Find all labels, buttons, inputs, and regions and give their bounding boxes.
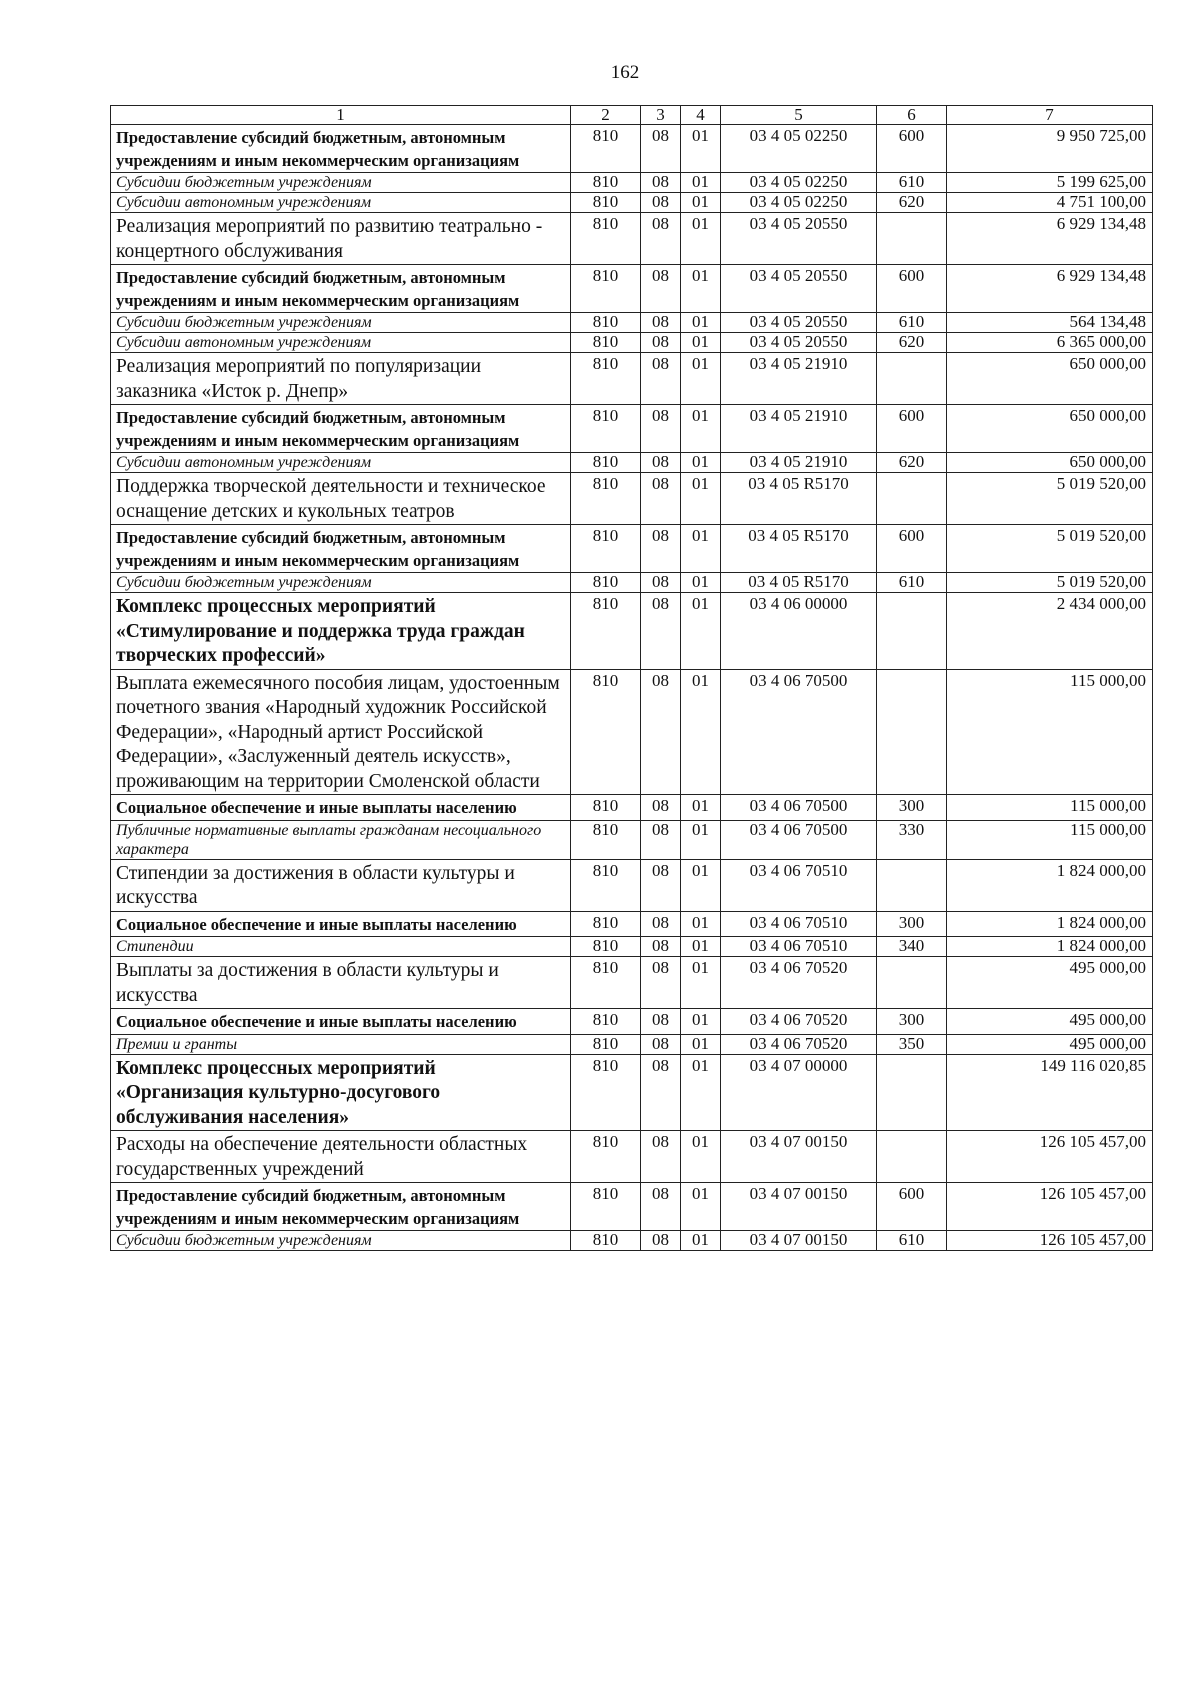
section-code-cell: 08	[641, 333, 681, 353]
section-code-cell: 08	[641, 1009, 681, 1035]
expense-type-cell	[877, 353, 947, 405]
row-name-cell: Предоставление субсидий бюджетным, автономным учреждениям и иным некоммерческим организациям	[111, 405, 571, 453]
expense-type-cell: 330	[877, 820, 947, 859]
section-code-cell: 08	[641, 525, 681, 573]
ministry-code-cell: 810	[571, 1009, 641, 1035]
ministry-code-cell: 810	[571, 859, 641, 911]
subsection-code-cell: 01	[681, 795, 721, 821]
row-name-cell: Предоставление субсидий бюджетным, автономным учреждениям и иным некоммерческим организациям	[111, 1183, 571, 1231]
ministry-code-cell: 810	[571, 1034, 641, 1054]
ministry-code-cell: 810	[571, 125, 641, 173]
target-article-cell: 03 4 06 70500	[721, 820, 877, 859]
row-name-cell: Публичные нормативные выплаты гражданам несоциального характера	[111, 820, 571, 859]
target-article-cell: 03 4 06 70520	[721, 1009, 877, 1035]
amount-cell: 2 434 000,00	[947, 593, 1153, 670]
expense-type-cell: 340	[877, 937, 947, 957]
ministry-code-cell: 810	[571, 313, 641, 333]
row-name-cell: Выплата ежемесячного пособия лицам, удостоенным почетного звания «Народный художник Российской Федерации», «Народный артист Российской Федерации», «Заслуженный деятель искусств», проживающим на территории Смоленской области	[111, 669, 571, 795]
expense-type-cell	[877, 593, 947, 670]
section-code-cell: 08	[641, 820, 681, 859]
amount-cell: 4 751 100,00	[947, 193, 1153, 213]
table-row	[111, 353, 1153, 405]
subsection-code-cell: 01	[681, 937, 721, 957]
subsection-code-cell: 01	[681, 125, 721, 173]
row-name-cell: Стипендии	[111, 937, 571, 957]
section-code-cell: 08	[641, 573, 681, 593]
section-code-cell: 08	[641, 911, 681, 937]
row-name-cell: Комплекс процессных мероприятий «Организация культурно-досугового обслуживания населения»	[111, 1054, 571, 1131]
ministry-code-cell: 810	[571, 353, 641, 405]
row-name-cell: Предоставление субсидий бюджетным, автономным учреждениям и иным некоммерческим организациям	[111, 265, 571, 313]
ministry-code-cell: 810	[571, 820, 641, 859]
ministry-code-cell: 810	[571, 265, 641, 313]
ministry-code-cell: 810	[571, 593, 641, 670]
table-row	[111, 859, 1153, 911]
ministry-code-cell: 810	[571, 333, 641, 353]
section-code-cell: 08	[641, 1131, 681, 1183]
section-code-cell: 08	[641, 1231, 681, 1251]
expense-type-cell: 610	[877, 173, 947, 193]
column-header: 1	[111, 106, 571, 125]
target-article-cell: 03 4 05 20550	[721, 313, 877, 333]
subsection-code-cell: 01	[681, 353, 721, 405]
expense-type-cell: 300	[877, 795, 947, 821]
target-article-cell: 03 4 05 20550	[721, 213, 877, 265]
target-article-cell: 03 4 05 20550	[721, 333, 877, 353]
target-article-cell: 03 4 05 21910	[721, 405, 877, 453]
ministry-code-cell: 810	[571, 937, 641, 957]
target-article-cell: 03 4 05 02250	[721, 125, 877, 173]
column-header: 5	[721, 106, 877, 125]
row-name-cell: Субсидии автономным учреждениям	[111, 453, 571, 473]
section-code-cell: 08	[641, 957, 681, 1009]
subsection-code-cell: 01	[681, 213, 721, 265]
expense-type-cell: 620	[877, 453, 947, 473]
table-row	[111, 193, 1153, 213]
table-row	[111, 213, 1153, 265]
table-row	[111, 453, 1153, 473]
row-name-cell: Комплекс процессных мероприятий «Стимулирование и поддержка труда граждан творческих профессий»	[111, 593, 571, 670]
subsection-code-cell: 01	[681, 573, 721, 593]
target-article-cell: 03 4 06 70510	[721, 937, 877, 957]
column-header: 7	[947, 106, 1153, 125]
row-name-cell: Предоставление субсидий бюджетным, автономным учреждениям и иным некоммерческим организациям	[111, 525, 571, 573]
subsection-code-cell: 01	[681, 1034, 721, 1054]
row-name-cell: Субсидии бюджетным учреждениям	[111, 573, 571, 593]
subsection-code-cell: 01	[681, 173, 721, 193]
amount-cell: 5 019 520,00	[947, 473, 1153, 525]
expense-type-cell: 600	[877, 525, 947, 573]
table-row	[111, 1054, 1153, 1131]
table-row	[111, 525, 1153, 573]
target-article-cell: 03 4 07 00150	[721, 1231, 877, 1251]
subsection-code-cell: 01	[681, 859, 721, 911]
target-article-cell: 03 4 07 00000	[721, 1054, 877, 1131]
row-name-cell: Стипендии за достижения в области культуры и искусства	[111, 859, 571, 911]
expense-type-cell	[877, 859, 947, 911]
section-code-cell: 08	[641, 669, 681, 795]
target-article-cell: 03 4 05 02250	[721, 173, 877, 193]
section-code-cell: 08	[641, 795, 681, 821]
row-name-cell: Реализация мероприятий по развитию театрально - концертного обслуживания	[111, 213, 571, 265]
section-code-cell: 08	[641, 593, 681, 670]
column-header: 2	[571, 106, 641, 125]
expense-type-cell: 300	[877, 1009, 947, 1035]
expense-type-cell	[877, 957, 947, 1009]
target-article-cell: 03 4 06 70500	[721, 795, 877, 821]
amount-cell: 9 950 725,00	[947, 125, 1153, 173]
table-row	[111, 911, 1153, 937]
subsection-code-cell: 01	[681, 911, 721, 937]
ministry-code-cell: 810	[571, 1183, 641, 1231]
ministry-code-cell: 810	[571, 405, 641, 453]
subsection-code-cell: 01	[681, 193, 721, 213]
subsection-code-cell: 01	[681, 1009, 721, 1035]
ministry-code-cell: 810	[571, 1054, 641, 1131]
row-name-cell: Реализация мероприятий по популяризации заказника «Исток р. Днепр»	[111, 353, 571, 405]
expense-type-cell: 600	[877, 265, 947, 313]
table-row	[111, 1009, 1153, 1035]
row-name-cell: Социальное обеспечение и иные выплаты населению	[111, 795, 571, 821]
amount-cell: 650 000,00	[947, 353, 1153, 405]
amount-cell: 115 000,00	[947, 795, 1153, 821]
section-code-cell: 08	[641, 859, 681, 911]
amount-cell: 126 105 457,00	[947, 1131, 1153, 1183]
subsection-code-cell: 01	[681, 265, 721, 313]
expense-type-cell	[877, 213, 947, 265]
amount-cell: 1 824 000,00	[947, 937, 1153, 957]
table-row	[111, 1231, 1153, 1251]
subsection-code-cell: 01	[681, 473, 721, 525]
section-code-cell: 08	[641, 353, 681, 405]
expense-type-cell	[877, 669, 947, 795]
row-name-cell: Поддержка творческой деятельности и техническое оснащение детских и кукольных театров	[111, 473, 571, 525]
table-row	[111, 957, 1153, 1009]
expense-type-cell: 610	[877, 573, 947, 593]
target-article-cell: 03 4 06 00000	[721, 593, 877, 670]
expense-type-cell	[877, 473, 947, 525]
row-name-cell: Субсидии автономным учреждениям	[111, 333, 571, 353]
amount-cell: 126 105 457,00	[947, 1231, 1153, 1251]
amount-cell: 495 000,00	[947, 957, 1153, 1009]
target-article-cell: 03 4 06 70520	[721, 1034, 877, 1054]
subsection-code-cell: 01	[681, 405, 721, 453]
target-article-cell: 03 4 07 00150	[721, 1131, 877, 1183]
subsection-code-cell: 01	[681, 820, 721, 859]
row-name-cell: Субсидии бюджетным учреждениям	[111, 313, 571, 333]
amount-cell: 5 019 520,00	[947, 525, 1153, 573]
amount-cell: 650 000,00	[947, 405, 1153, 453]
target-article-cell: 03 4 05 21910	[721, 353, 877, 405]
subsection-code-cell: 01	[681, 333, 721, 353]
expense-type-cell: 620	[877, 193, 947, 213]
table-row	[111, 937, 1153, 957]
subsection-code-cell: 01	[681, 525, 721, 573]
table-row	[111, 593, 1153, 670]
section-code-cell: 08	[641, 213, 681, 265]
target-article-cell: 03 4 05 R5170	[721, 473, 877, 525]
target-article-cell: 03 4 07 00150	[721, 1183, 877, 1231]
table-row	[111, 125, 1153, 173]
target-article-cell: 03 4 06 70510	[721, 911, 877, 937]
row-name-cell: Премии и гранты	[111, 1034, 571, 1054]
row-name-cell: Социальное обеспечение и иные выплаты населению	[111, 911, 571, 937]
subsection-code-cell: 01	[681, 1131, 721, 1183]
ministry-code-cell: 810	[571, 957, 641, 1009]
row-name-cell: Субсидии автономным учреждениям	[111, 193, 571, 213]
section-code-cell: 08	[641, 1183, 681, 1231]
table-header-row	[111, 106, 1153, 125]
expense-type-cell	[877, 1131, 947, 1183]
subsection-code-cell: 01	[681, 593, 721, 670]
subsection-code-cell: 01	[681, 669, 721, 795]
subsection-code-cell: 01	[681, 1183, 721, 1231]
expense-type-cell: 350	[877, 1034, 947, 1054]
amount-cell: 126 105 457,00	[947, 1183, 1153, 1231]
amount-cell: 149 116 020,85	[947, 1054, 1153, 1131]
table-row	[111, 820, 1153, 859]
target-article-cell: 03 4 05 21910	[721, 453, 877, 473]
section-code-cell: 08	[641, 125, 681, 173]
column-header: 3	[641, 106, 681, 125]
section-code-cell: 08	[641, 193, 681, 213]
row-name-cell: Социальное обеспечение и иные выплаты населению	[111, 1009, 571, 1035]
amount-cell: 495 000,00	[947, 1034, 1153, 1054]
page-number: 162	[610, 62, 640, 83]
ministry-code-cell: 810	[571, 213, 641, 265]
target-article-cell: 03 4 06 70500	[721, 669, 877, 795]
target-article-cell: 03 4 05 02250	[721, 193, 877, 213]
expense-type-cell: 600	[877, 1183, 947, 1231]
section-code-cell: 08	[641, 313, 681, 333]
section-code-cell: 08	[641, 405, 681, 453]
expense-type-cell: 600	[877, 405, 947, 453]
expense-type-cell: 600	[877, 125, 947, 173]
target-article-cell: 03 4 05 20550	[721, 265, 877, 313]
table-row	[111, 1183, 1153, 1231]
section-code-cell: 08	[641, 453, 681, 473]
section-code-cell: 08	[641, 937, 681, 957]
expense-type-cell: 300	[877, 911, 947, 937]
table-row	[111, 795, 1153, 821]
table-row	[111, 1131, 1153, 1183]
subsection-code-cell: 01	[681, 453, 721, 473]
target-article-cell: 03 4 06 70510	[721, 859, 877, 911]
expense-type-cell: 620	[877, 333, 947, 353]
row-name-cell: Расходы на обеспечение деятельности областных государственных учреждений	[111, 1131, 571, 1183]
table-row	[111, 173, 1153, 193]
table-row	[111, 313, 1153, 333]
amount-cell: 1 824 000,00	[947, 911, 1153, 937]
ministry-code-cell: 810	[571, 193, 641, 213]
amount-cell: 1 824 000,00	[947, 859, 1153, 911]
amount-cell: 5 199 625,00	[947, 173, 1153, 193]
ministry-code-cell: 810	[571, 473, 641, 525]
subsection-code-cell: 01	[681, 313, 721, 333]
section-code-cell: 08	[641, 265, 681, 313]
section-code-cell: 08	[641, 1034, 681, 1054]
amount-cell: 6 365 000,00	[947, 333, 1153, 353]
ministry-code-cell: 810	[571, 453, 641, 473]
subsection-code-cell: 01	[681, 1054, 721, 1131]
amount-cell: 650 000,00	[947, 453, 1153, 473]
subsection-code-cell: 01	[681, 957, 721, 1009]
row-name-cell: Субсидии бюджетным учреждениям	[111, 173, 571, 193]
subsection-code-cell: 01	[681, 1231, 721, 1251]
table-body	[111, 125, 1153, 1251]
ministry-code-cell: 810	[571, 911, 641, 937]
ministry-code-cell: 810	[571, 669, 641, 795]
table-row	[111, 669, 1153, 795]
ministry-code-cell: 810	[571, 525, 641, 573]
expense-type-cell: 610	[877, 1231, 947, 1251]
ministry-code-cell: 810	[571, 1131, 641, 1183]
amount-cell: 6 929 134,48	[947, 265, 1153, 313]
ministry-code-cell: 810	[571, 173, 641, 193]
expense-type-cell	[877, 1054, 947, 1131]
ministry-code-cell: 810	[571, 1231, 641, 1251]
table-row	[111, 405, 1153, 453]
target-article-cell: 03 4 05 R5170	[721, 573, 877, 593]
amount-cell: 115 000,00	[947, 820, 1153, 859]
table-row	[111, 1034, 1153, 1054]
row-name-cell: Выплаты за достижения в области культуры и искусства	[111, 957, 571, 1009]
amount-cell: 5 019 520,00	[947, 573, 1153, 593]
column-header: 6	[877, 106, 947, 125]
amount-cell: 564 134,48	[947, 313, 1153, 333]
ministry-code-cell: 810	[571, 573, 641, 593]
ministry-code-cell: 810	[571, 795, 641, 821]
row-name-cell: Предоставление субсидий бюджетным, автономным учреждениям и иным некоммерческим организациям	[111, 125, 571, 173]
section-code-cell: 08	[641, 173, 681, 193]
section-code-cell: 08	[641, 1054, 681, 1131]
budget-table	[110, 105, 1153, 1251]
target-article-cell: 03 4 05 R5170	[721, 525, 877, 573]
table-row	[111, 333, 1153, 353]
amount-cell: 6 929 134,48	[947, 213, 1153, 265]
amount-cell: 115 000,00	[947, 669, 1153, 795]
expense-type-cell: 610	[877, 313, 947, 333]
table-row	[111, 265, 1153, 313]
row-name-cell: Субсидии бюджетным учреждениям	[111, 1231, 571, 1251]
amount-cell: 495 000,00	[947, 1009, 1153, 1035]
table-row	[111, 473, 1153, 525]
column-header: 4	[681, 106, 721, 125]
table-row	[111, 573, 1153, 593]
target-article-cell: 03 4 06 70520	[721, 957, 877, 1009]
section-code-cell: 08	[641, 473, 681, 525]
